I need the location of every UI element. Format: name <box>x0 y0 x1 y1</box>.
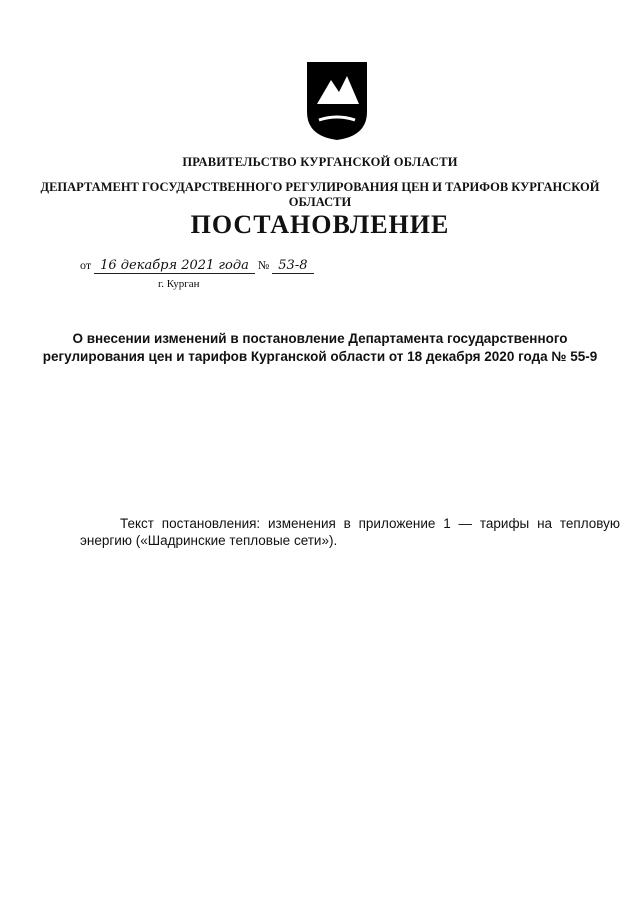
document-title: ПОСТАНОВЛЕНИЕ <box>190 210 450 239</box>
date-line <box>80 258 314 274</box>
decree-number: 53-8 <box>272 258 313 274</box>
coat-of-arms-icon <box>305 60 369 142</box>
government-name: ПРАВИТЕЛЬСТВО КУРГАНСКОЙ ОБЛАСТИ <box>182 155 458 169</box>
decree-subject: О внесении изменений в постановление Департамента государственного регулирования цен и тарифов Курганской области от 18 декабря 2020 года № 55-9 <box>42 331 598 364</box>
department-name: ДЕПАРТАМЕНТ ГОСУДАРСТВЕННОГО РЕГУЛИРОВАНИЯ ЦЕН И ТАРИФОВ КУРГАНСКОЙ ОБЛАСТИ <box>40 180 600 209</box>
city: г. Курган <box>158 278 200 290</box>
date-prefix: от <box>80 258 92 272</box>
number-prefix: № <box>257 258 270 272</box>
body-summary: Текст постановления: изменения в приложение 1 — тарифы на тепловую энергию («Шадринские тепловые сети»). <box>80 516 620 548</box>
decree-date: 16 декабря 2021 года <box>94 258 255 274</box>
decree-body <box>80 515 620 553</box>
